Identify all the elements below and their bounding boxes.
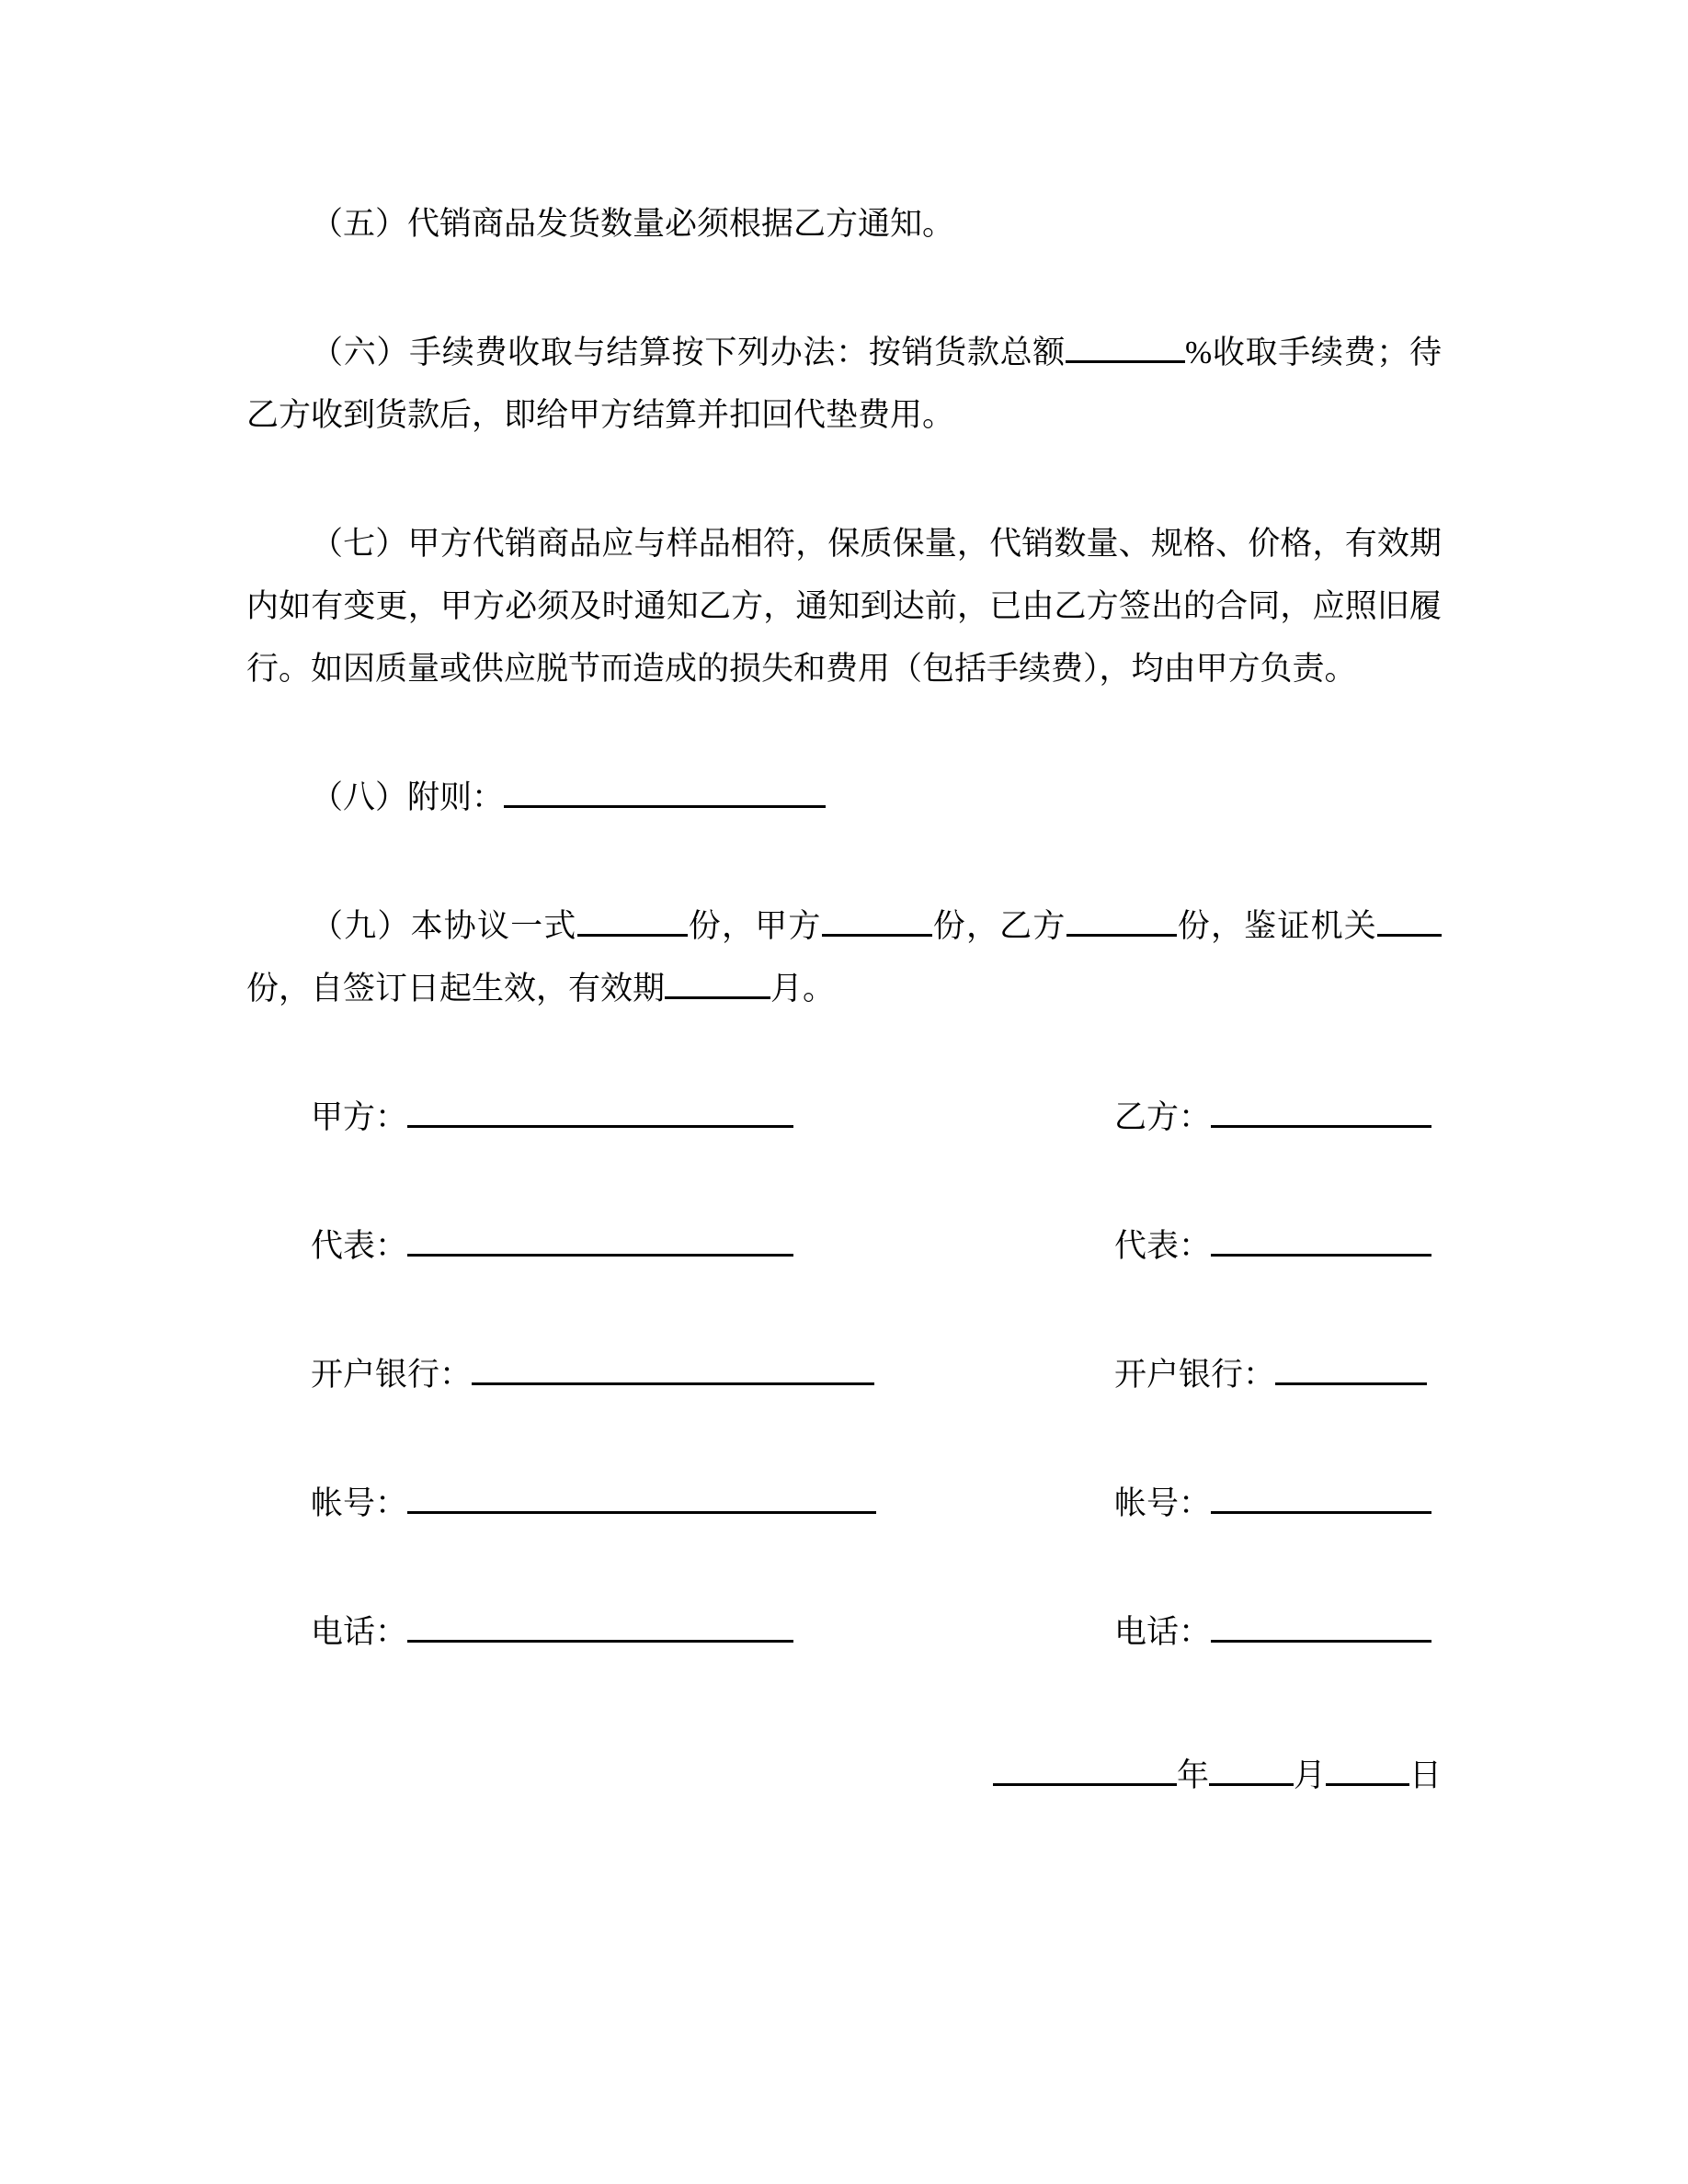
text-run: （六）手续费收取与结算按下列办法：按销货款总额 [311, 335, 1066, 370]
clause-8 [246, 767, 1442, 829]
signature-label: 开户银行： [1114, 1357, 1276, 1393]
text-run: （五）代销商品发货数量必须根据乙方通知。 [311, 206, 955, 242]
text-run: 月 [1293, 1757, 1326, 1793]
fill-in-blank[interactable] [1377, 903, 1442, 937]
signature-field-right [1114, 1086, 1431, 1149]
signature-field-left [311, 1099, 793, 1135]
fill-in-blank[interactable] [407, 1609, 793, 1643]
fill-in-blank[interactable] [1211, 1480, 1431, 1514]
text-run: %收取手续费；待乙方收到货款后，即给甲方结算并扣回代垫费用。 [246, 335, 1443, 433]
fill-in-blank[interactable] [1211, 1223, 1431, 1257]
date-line [246, 1745, 1442, 1807]
clause-7 [246, 513, 1442, 700]
signature-row [246, 1473, 1442, 1535]
text-run: 日 [1409, 1757, 1442, 1793]
signature-field-right [1114, 1344, 1427, 1406]
fill-in-blank[interactable] [1326, 1752, 1409, 1786]
fill-in-blank[interactable] [1275, 1351, 1427, 1385]
signature-field-left [311, 1614, 793, 1650]
text-run: （八）附则： [311, 779, 505, 815]
fill-in-blank[interactable] [407, 1223, 793, 1257]
signature-field-right [1114, 1473, 1431, 1535]
signature-row [246, 1601, 1442, 1664]
signature-field-right [1114, 1215, 1431, 1278]
contract-body [246, 193, 1442, 1807]
fill-in-blank[interactable] [577, 903, 688, 937]
signature-label: 代表： [311, 1228, 408, 1264]
text-run: 年 [1176, 1757, 1209, 1793]
signature-label: 电话： [1114, 1614, 1212, 1650]
signature-row [246, 1215, 1442, 1278]
signature-field-right [1114, 1601, 1431, 1664]
clause-5 [246, 193, 1442, 256]
fill-in-blank[interactable] [407, 1480, 876, 1514]
clause-6 [246, 322, 1442, 447]
text-run: 份，甲方 [687, 908, 822, 944]
fill-in-blank[interactable] [1211, 1094, 1431, 1128]
signature-label: 甲方： [311, 1099, 408, 1135]
signature-label: 代表： [1114, 1228, 1212, 1264]
text-run: （七）甲方代销商品应与样品相符，保质保量，代销数量、规格、价格，有效期内如有变更，甲方必须及时通知乙方，通知到达前，已由乙方签出的合同，应照旧履行。如因质量或供应脱节而造成的损失和费用（包括手续费），均由甲方负责。 [246, 526, 1442, 687]
signature-label: 乙方： [1114, 1099, 1212, 1135]
text-run: 份，乙方 [931, 908, 1066, 944]
signature-field-left [311, 1357, 874, 1393]
signature-label: 开户银行： [311, 1357, 473, 1393]
fill-in-blank[interactable] [1211, 1609, 1431, 1643]
fill-in-blank[interactable] [1066, 903, 1177, 937]
signature-label: 电话： [311, 1614, 408, 1650]
fill-in-blank[interactable] [993, 1752, 1177, 1786]
signature-field-left [311, 1485, 876, 1521]
fill-in-blank[interactable] [504, 774, 826, 808]
fill-in-blank[interactable] [1209, 1752, 1294, 1786]
signature-block [246, 1086, 1442, 1664]
clauses-section [246, 193, 1442, 1020]
signature-row [246, 1086, 1442, 1149]
signature-label: 帐号： [1114, 1485, 1212, 1521]
fill-in-blank[interactable] [665, 965, 770, 999]
fill-in-blank[interactable] [822, 903, 932, 937]
text-run: 月。 [770, 971, 836, 1007]
signature-field-left [311, 1228, 793, 1264]
fill-in-blank[interactable] [472, 1351, 874, 1385]
text-run: 份，自签订日起生效，有效期 [246, 971, 666, 1007]
text-run: （九）本协议一式 [311, 908, 577, 944]
signature-label: 帐号： [311, 1485, 408, 1521]
text-run: 份，鉴证机关 [1176, 908, 1377, 944]
clause-9 [246, 895, 1442, 1020]
fill-in-blank[interactable] [407, 1094, 793, 1128]
fill-in-blank[interactable] [1066, 329, 1185, 363]
signature-row [246, 1344, 1442, 1406]
